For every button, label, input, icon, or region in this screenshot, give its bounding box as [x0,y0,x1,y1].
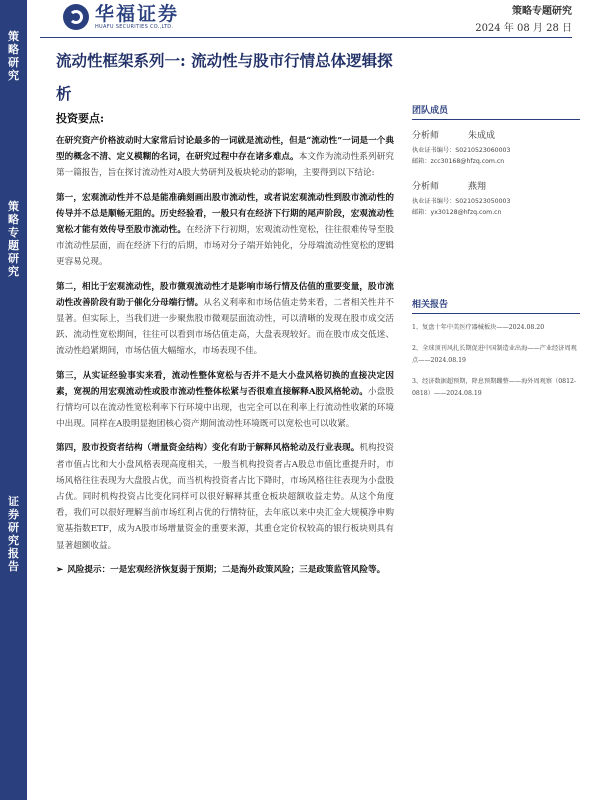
analyst-role: 分析师 [412,131,440,141]
main-content [56,110,394,578]
side-label-strategy: 策 略 研 究 [8,30,19,82]
team-title: 团队成员 [412,106,449,116]
highlights-heading: 投资要点: [56,112,105,125]
header-divider [40,37,572,38]
related-report-item[interactable]: 3、经济数据超预期，降息预期蹦整——海外周观察（0812-0818）——2024.08.19 [412,378,577,397]
analyst-card [412,128,580,167]
analyst-name: 燕翔 [468,182,487,192]
analyst-cert: 执业证书编号：S0210523050003 [412,198,511,205]
paragraph-intro: 在研究资产价格波动时大家常后讨论最多的一词就是流动性，但是“流动性”一词是一个典型的概念不清、定义模糊的名词，在研究过程中存在诸多难点。本文作为流动性系列研究第一篇报告，旨在探讨流动性对A股大势研判及板块轮动的影响，主要得到以下结论: [56,136,394,179]
related-title: 相关报告 [412,300,449,310]
analyst-email[interactable]: 邮箱：yx30128@hfzq.com.cn [412,209,502,216]
side-band [0,0,27,800]
report-title: 流动性框架系列一: 流动性与股市行情总体逻辑探析 [56,51,393,103]
right-column [412,98,580,409]
analyst-role: 分析师 [412,182,440,192]
arrow-bullet-icon: ➢ [56,564,64,575]
side-label-securities: 证 券 研 究 报 告 [8,495,19,573]
company-logo [63,4,179,30]
risk-warning: ➢ 风险提示：一是宏观经济恢复弱于预期；二是海外政策风险；三是政策监管风险等。 [56,564,386,575]
analyst-card [412,179,580,218]
logo-icon [63,4,89,30]
side-label-topic: 策 略 专 题 研 究 [8,200,19,278]
paragraph-point-2: 第二，相比于宏观流动性，股市微观流动性才是影响市场行情及估值的重要变量，股市流动性改善阶段有助于催化分母端行情。从名义利率和市场估值走势来看，二者相关性并不显著。但实际上，当我们进一步聚焦股市微观层面流动性，可以清晰的发现在股市成交活跃、流动性宽松期间，往往可以看到市场估值走高，大盘表现较好。而在股市成交低迷、流动性趋紧期间，市场估值大幅缩水，市场表现不佳。 [56,281,394,357]
analyst-email[interactable]: 邮箱：zcc30168@hfzq.com.cn [412,158,505,165]
related-report-item[interactable]: 1、复盘十年中美医疗器械板块——2024.08.20 [412,324,545,331]
report-type: 策略专题研究 [512,6,572,17]
analyst-cert: 执业证书编号：S0210523060003 [412,147,511,154]
logo-english-name: HUAFU SECURITIES CO.,LTD. [95,24,174,30]
analyst-name: 朱成成 [468,131,496,141]
paragraph-point-3: 第三，从实证经验事实来看，流动性整体宽松与否并不是大小盘风格切换的直接决定因素，宽视的用宏观流动性或股市流动性整体松紧与否很难直接解释A股风格轮动。小盘股行情均可以在流动性宽松利率下行环境中出现，也完全可以在利率上行流动性收紧的环境中出现。同样在A股明显抱团核心资产期间流动性环境既可以宽松也可以收紧。 [56,370,394,430]
related-section-header [412,292,580,314]
logo-chinese-name: 华福证券 [95,3,180,25]
related-report-item[interactable]: 2、全球顶刊风扎长期促进中国制造业出海——产业经济周观点——2024.08.19 [412,345,577,364]
team-section-header [412,98,580,120]
related-reports [412,292,580,400]
paragraph-point-4: 第四，股市投资者结构（增量资金结构）变化有助于解释风格轮动及行业表现。机构投资者市值占比和大小盘风格表现高度相关，一般当机构投资者占A股总市值比重提升时，市场风格往往表现为大盘股占优，而当机构投资者占比下降时，市场风格往往表现为小盘股占优。同时机构投资占比变化同样可以很好解释其重仓板块超额收益走势。从这个角度看，我们可以很好理解当前市场红利占优的行情特征，去年底以来中央汇金大规模净申购宽基指数ETF，成为A股市场增量资金的重要来源，其重仓定价权较高的银行板块则具有显著超额收益。 [56,443,394,551]
report-date: 2024 年 08 月 28 日 [475,23,572,34]
paragraph-point-1: 第一，宏观流动性并不总是能准确刻画出股市流动性，或者说宏观流动性到股市流动性的传导并不总是顺畅无阻的。历史经验看，一般只有在经济下行期的尾声阶段，宏观流动性宽松才能有效传导至股市流动性。在经济下行初期，宏观流动性宽松，往往很难传导至股市流动性层面，而在经济下行的后期，市场对分子端开始钝化，分母端流动性宽松的逻辑更容易兑现。 [56,192,394,268]
